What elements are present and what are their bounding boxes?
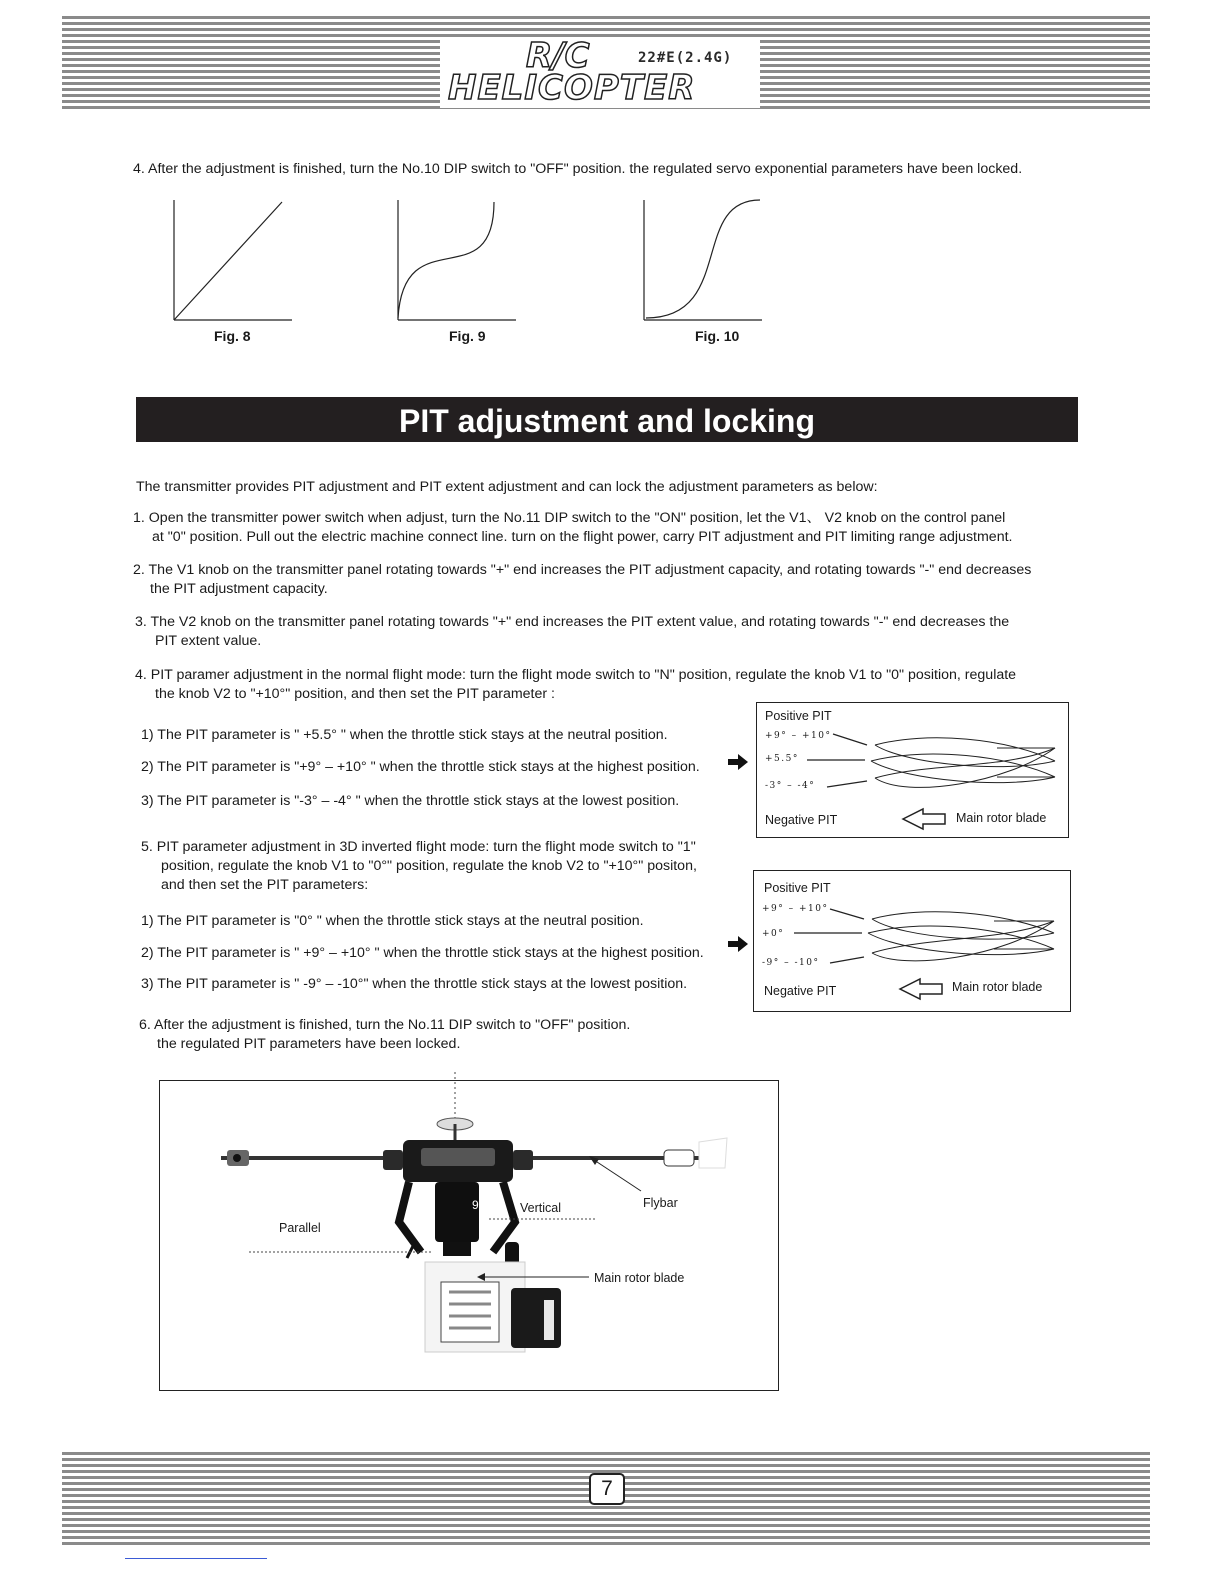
item4-sub2: 2) The PIT parameter is "+9° – +10° " when the throttle stick stays at the highest position. <box>141 759 700 775</box>
item5-sub1: 1) The PIT parameter is "0° " when the throttle stick stays at the neutral position. <box>141 913 644 929</box>
logo-helicopter: HELICOPTER <box>448 68 696 108</box>
fig8-linear-curve-icon <box>170 198 295 324</box>
item6-line2: the regulated PIT parameters have been locked. <box>157 1036 461 1052</box>
arrow-right-icon <box>728 936 748 952</box>
value-mid: +5.5° <box>765 754 799 764</box>
logo <box>440 36 760 108</box>
negative-pit-label: Negative PIT <box>764 984 837 998</box>
model-label: 22#E(2.4G) <box>638 50 733 66</box>
value-high: +9° – +10° <box>762 904 829 914</box>
item5-sub3: 3) The PIT parameter is " -9° – -10°" when the throttle stick stays at the lowest position. <box>141 976 688 992</box>
main-rotor-blade-label: Main rotor blade <box>594 1271 685 1285</box>
fig10-label: Fig. 10 <box>695 328 740 344</box>
item1-line2: at "0" position. Pull out the electric machine connect line. turn on the flight power, carry PIT adjustment and PIT limiting range adjustment. <box>152 529 1013 545</box>
item1-line1: 1. Open the transmitter power switch when adjust, turn the No.11 DIP switch to the "ON" position, let the V1、 V2 knob on the control panel <box>133 510 1006 526</box>
item5-line3: and then set the PIT parameters: <box>161 877 369 893</box>
item4-line2: the knob V2 to "+10°" position, and then set the PIT parameter : <box>155 686 555 702</box>
item5-line2: position, regulate the knob V1 to "0°" position, regulate the knob V2 to "+10°" positon, <box>161 858 697 874</box>
item5-sub2: 2) The PIT parameter is " +9° – +10° " when the throttle stick stays at the highest position. <box>141 945 704 961</box>
value-high: +9° – +10° <box>765 731 832 741</box>
main-rotor-blade-label: Main rotor blade <box>952 980 1043 994</box>
fig9-label: Fig. 9 <box>449 328 486 344</box>
item6-line1: 6. After the adjustment is finished, turn the No.11 DIP switch to "OFF" position. <box>139 1017 631 1033</box>
fig9-cubic-curve-icon <box>394 198 519 324</box>
fig10-s-curve-icon <box>640 198 765 324</box>
value-low: -9° – -10° <box>762 958 820 968</box>
item4-sub3: 3) The PIT parameter is "-3° – -4° " when the throttle stick stays at the lowest position. <box>141 793 680 809</box>
negative-pit-label: Negative PIT <box>765 813 838 827</box>
pit-diagram-normal <box>756 702 1069 838</box>
vertical-label: Vertical <box>520 1201 561 1215</box>
arrow-left-outline-icon <box>901 807 947 831</box>
section-title: PIT adjustment and locking <box>136 397 1078 442</box>
fig8-label: Fig. 8 <box>214 328 251 344</box>
item4-line1: 4. PIT paramer adjustment in the normal flight mode: turn the flight mode switch to "N" position, regulate the knob V1 to "0" position, regulate <box>135 667 1017 683</box>
angle-label: 90° <box>472 1198 491 1212</box>
value-low: -3° – -4° <box>765 781 816 791</box>
item2-line1: 2. The V1 knob on the transmitter panel rotating towards "+" end increases the PIT adjustment capacity, and rotating towards "-" end decreases <box>133 562 1032 578</box>
main-rotor-blade-label: Main rotor blade <box>956 811 1047 825</box>
pit-diagram-3d <box>753 870 1071 1012</box>
item3-line1: 3. The V2 knob on the transmitter panel rotating towards "+" end increases the PIT extent value, and rotating towards "-" end decreases the <box>135 614 1010 630</box>
positive-pit-label: Positive PIT <box>764 881 831 895</box>
value-mid: +0° <box>762 929 785 939</box>
item5-line1: 5. PIT parameter adjustment in 3D inverted flight mode: turn the flight mode switch to "1" <box>141 839 696 855</box>
arrow-left-outline-icon <box>898 977 944 1001</box>
item4-sub1: 1) The PIT parameter is " +5.5° " when the throttle stick stays at the neutral position. <box>141 727 668 743</box>
positive-pit-label: Positive PIT <box>765 709 832 723</box>
logo-rc: R/C <box>526 36 590 76</box>
arrow-right-icon <box>728 754 748 770</box>
intro-text: The transmitter provides PIT adjustment and PIT extent adjustment and can lock the adjustment parameters as below: <box>136 479 878 495</box>
page-number: 7 <box>589 1473 625 1505</box>
footer-divider <box>125 1558 267 1559</box>
item2-line2: the PIT adjustment capacity. <box>150 581 328 597</box>
item3-line2: PIT extent value. <box>155 633 262 649</box>
parallel-label: Parallel <box>279 1221 321 1235</box>
flybar-label: Flybar <box>643 1196 678 1210</box>
step4-servo-text: 4. After the adjustment is finished, turn the No.10 DIP switch to "OFF" position. the regulated servo exponential parameters have been locked. <box>133 161 1023 177</box>
rotor-head-illustration <box>159 1072 779 1392</box>
